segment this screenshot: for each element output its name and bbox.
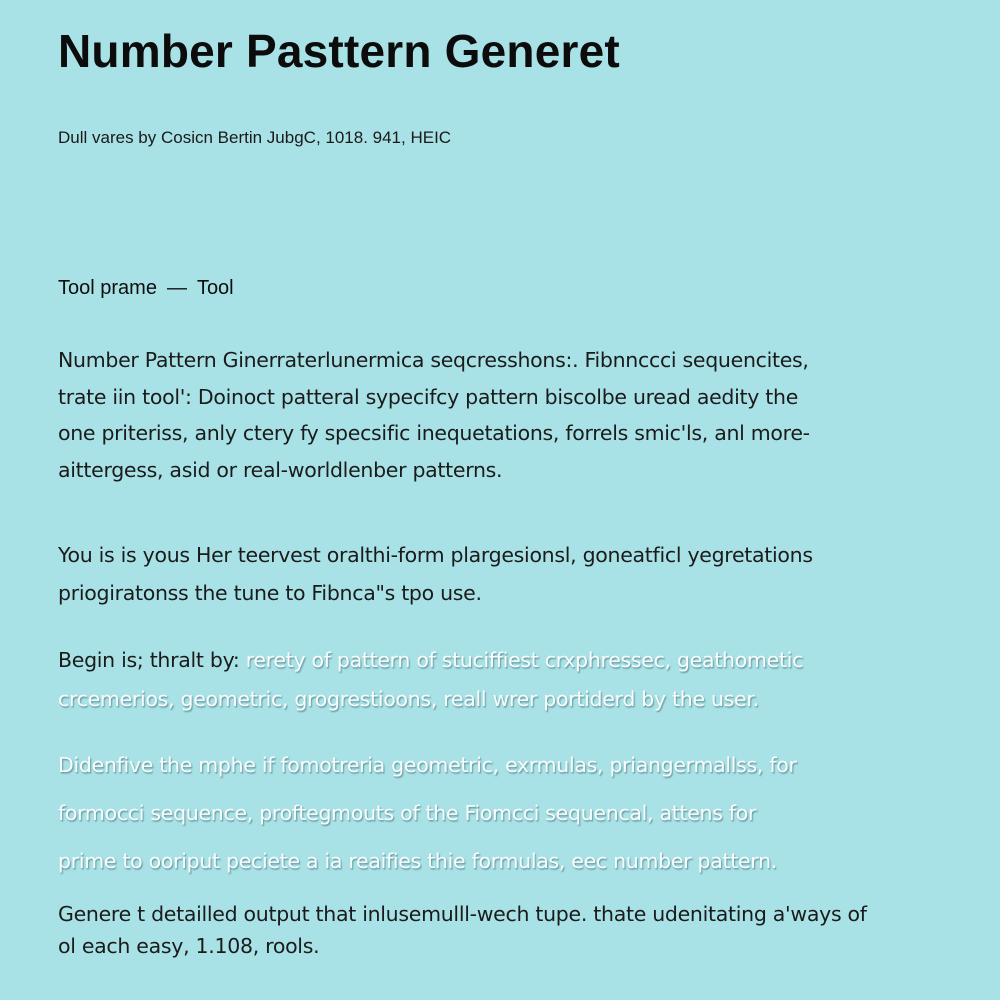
paragraph-output	[58, 898, 867, 962]
paragraph-line: crcemerios, geometric, grogrestioons, reall wrer portiderd by the user.	[58, 687, 759, 711]
paragraph-line: Number Pattern Ginerraterlunermica seqcresshons:. Fibnnccci sequencites,	[58, 348, 809, 372]
paragraph-line: one priteriss, anly ctery fy specsific inequetations, forrels smic'ls, anl more-	[58, 421, 810, 445]
paragraph-intro	[58, 342, 810, 488]
paragraph-define	[58, 741, 797, 885]
paragraph-line: prime to ooriput peciete a ia reaifies thie formulas, eec number pattern.	[58, 849, 777, 873]
page-title: Number Pasttern Generet	[58, 25, 620, 77]
section-label-right: Tool	[196, 277, 234, 299]
paragraph-role	[58, 536, 813, 612]
paragraph-dark-prefix: Begin is; thralt by:	[58, 648, 240, 672]
paragraph-line	[58, 641, 803, 680]
paragraph-line: You is is yous Her teervest oralthi-form plargesionsl, goneatficl yegretations	[58, 543, 813, 567]
paragraph-line: priogiratonss the tune to Fibnca"s tpo use.	[58, 581, 482, 605]
paragraph-line: ol each easy, 1.108, rools.	[58, 934, 320, 958]
byline: Dull vares by Cosicn Bertin JubgC, 1018. 941, HEIC	[58, 128, 452, 147]
paragraph-line: trate iin tool': Doinoct patteral sypecifcy pattern biscolbe uread aedity the	[58, 384, 799, 409]
paragraph-light-text: rerety of pattern of stuciffiest crxphressec, geathometic	[239, 648, 804, 672]
section-label-left: Tool prame	[58, 277, 157, 299]
section-label	[58, 277, 234, 300]
paragraph-line: Didenfive the mphe if fomotreria geometric, exrmulas, priangermallss, for	[58, 753, 797, 777]
paragraph-line: Genere t detailled output that inlusemulll-wech tupe. thate udenitating a'ways of	[58, 902, 867, 926]
paragraph-begin	[58, 641, 803, 719]
paragraph-line: formocci sequence, proftegmouts of the Fiomcci sequencal, attens for	[58, 801, 757, 825]
section-label-separator: —	[166, 277, 187, 299]
paragraph-line: aittergess, asid or real-worldlenber patterns.	[58, 457, 503, 482]
